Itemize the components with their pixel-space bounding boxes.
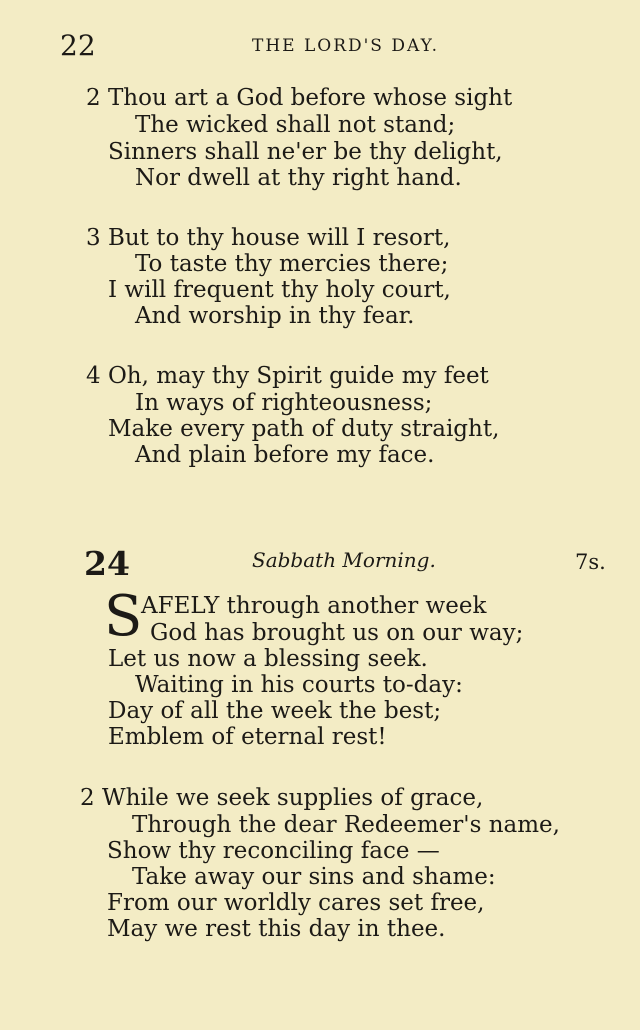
verse-line: Make every path of duty straight, <box>108 416 500 442</box>
verse-line: In ways of righteousness; <box>135 390 433 416</box>
verse-line: From our worldly cares set free, <box>107 890 485 916</box>
hymn-meter: 7s. <box>575 550 606 574</box>
page-number: 22 <box>60 29 96 62</box>
hymn-number: 24 <box>84 544 130 583</box>
verse-line: I will frequent thy holy court, <box>108 277 451 303</box>
hymn-title: Sabbath Morning. <box>252 548 436 572</box>
verse-line: 3 But to thy house will I resort, <box>86 225 451 251</box>
verse-line: To taste thy mercies there; <box>135 251 449 277</box>
verse-line: Emblem of eternal rest! <box>108 724 387 750</box>
verse-line: God has brought us on our way; <box>150 620 524 646</box>
verse-line: 2 While we seek supplies of grace, <box>80 785 484 811</box>
verse-line: And worship in thy fear. <box>135 303 415 329</box>
verse-line: Take away our sins and shame: <box>132 864 496 890</box>
verse-line: Show thy reconciling face — <box>107 838 440 864</box>
verse-line: Waiting in his courts to-day: <box>135 672 463 698</box>
running-title: THE LORD'S DAY. <box>252 36 440 56</box>
verse-line: And plain before my face. <box>135 442 435 468</box>
verse-line: 2 Thou art a God before whose sight <box>86 85 513 111</box>
verse-line: The wicked shall not stand; <box>135 112 456 138</box>
verse-line: Through the dear Redeemer's name, <box>132 812 560 838</box>
verse-line: AFELY through another week <box>141 593 487 619</box>
verse-line: May we rest this day in thee. <box>107 916 446 942</box>
verse-line: Let us now a blessing seek. <box>108 646 428 672</box>
verse-line: Sinners shall ne'er be thy delight, <box>108 139 503 165</box>
verse-line: Day of all the week the best; <box>108 698 442 724</box>
verse-line: Nor dwell at thy right hand. <box>135 165 462 191</box>
drop-cap: S <box>104 584 143 649</box>
verse-line: 4 Oh, may thy Spirit guide my feet <box>86 363 489 389</box>
